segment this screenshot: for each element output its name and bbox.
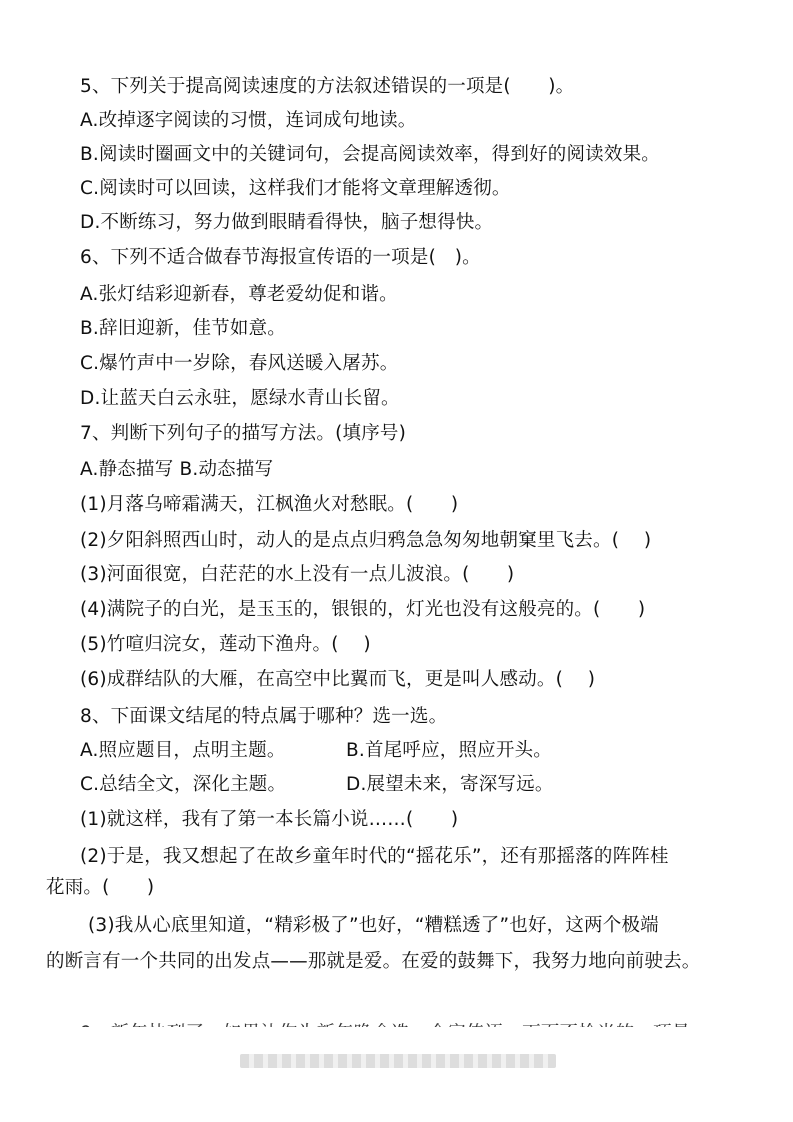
- question-6-option-c: C.爆竹声中一岁除，春风送暖入屠苏。: [80, 353, 399, 374]
- blurred-watermark: [240, 1054, 556, 1068]
- question-5-option-b: B.阅读时圈画文中的关键词句，会提高阅读效率，得到好的阅读效果。: [80, 144, 660, 165]
- question-8-option-a: A.照应题目，点明主题。: [80, 740, 286, 761]
- question-6-option-b: B.辞旧迎新，佳节如意。: [80, 318, 286, 339]
- question-8-item-3-line-2: 的断言有一个共同的出发点——那就是爱。在爱的鼓舞下，我努力地向前驶去。: [46, 951, 701, 972]
- question-6-option-d: D.让蓝天白云永驻，愿绿水青山长留。: [80, 388, 400, 409]
- question-8-option-b: B.首尾呼应，照应开头。: [346, 740, 552, 761]
- question-7-item-4: (4)满院子的白光，是玉玉的，银银的，灯光也没有这般亮的。( ): [80, 599, 646, 620]
- question-8-item-3-line-1: (3)我从心底里知道，“精彩极了”也好，“糟糕透了”也好，这两个极端: [88, 915, 659, 936]
- question-7-item-3: (3)河面很宽，白茫茫的水上没有一点儿波浪。( ): [80, 564, 515, 585]
- question-5-stem: 5、下列关于提高阅读速度的方法叙述错误的一项是( )。: [80, 76, 575, 97]
- question-8-option-d: D.展望未来，寄深写远。: [346, 774, 554, 795]
- question-8-item-1: (1)就这样，我有了第一本长篇小说……( ): [80, 809, 459, 830]
- question-7-choices: A.静态描写 B.动态描写: [80, 459, 274, 480]
- page-bottom-blank: [0, 1027, 793, 1122]
- question-5-option-d: D.不断练习，努力做到眼睛看得快，脑子想得快。: [80, 212, 494, 233]
- question-8-item-2-line-1: (2)于是，我又想起了在故乡童年时代的“摇花乐”，还有那摇落的阵阵桂: [80, 846, 669, 867]
- question-5-option-c: C.阅读时可以回读，这样我们才能将文章理解透彻。: [80, 178, 511, 199]
- question-8-item-2-line-2: 花雨。( ): [46, 877, 155, 898]
- question-5-option-a: A.改掉逐字阅读的习惯，连词成句地读。: [80, 110, 417, 131]
- question-7-item-1: (1)月落乌啼霜满天，江枫渔火对愁眠。( ): [80, 494, 459, 515]
- question-6-option-a: A.张灯结彩迎新春，尊老爱幼促和谐。: [80, 284, 398, 305]
- question-7-stem: 7、判断下列句子的描写方法。(填序号): [80, 423, 407, 444]
- question-7-item-5: (5)竹喧归浣女，莲动下渔舟。( ): [80, 634, 371, 655]
- question-8-stem: 8、下面课文结尾的特点属于哪种？选一选。: [80, 706, 448, 727]
- question-7-item-2: (2)夕阳斜照西山时，动人的是点点归鸦急急匆匆地朝窠里飞去。( ): [80, 530, 652, 551]
- question-6-stem: 6、下列不适合做春节海报宣传语的一项是( )。: [80, 247, 481, 268]
- question-8-option-c: C.总结全文，深化主题。: [80, 774, 287, 795]
- question-7-item-6: (6)成群结队的大雁，在高空中比翼而飞，更是叫人感动。( ): [80, 669, 596, 690]
